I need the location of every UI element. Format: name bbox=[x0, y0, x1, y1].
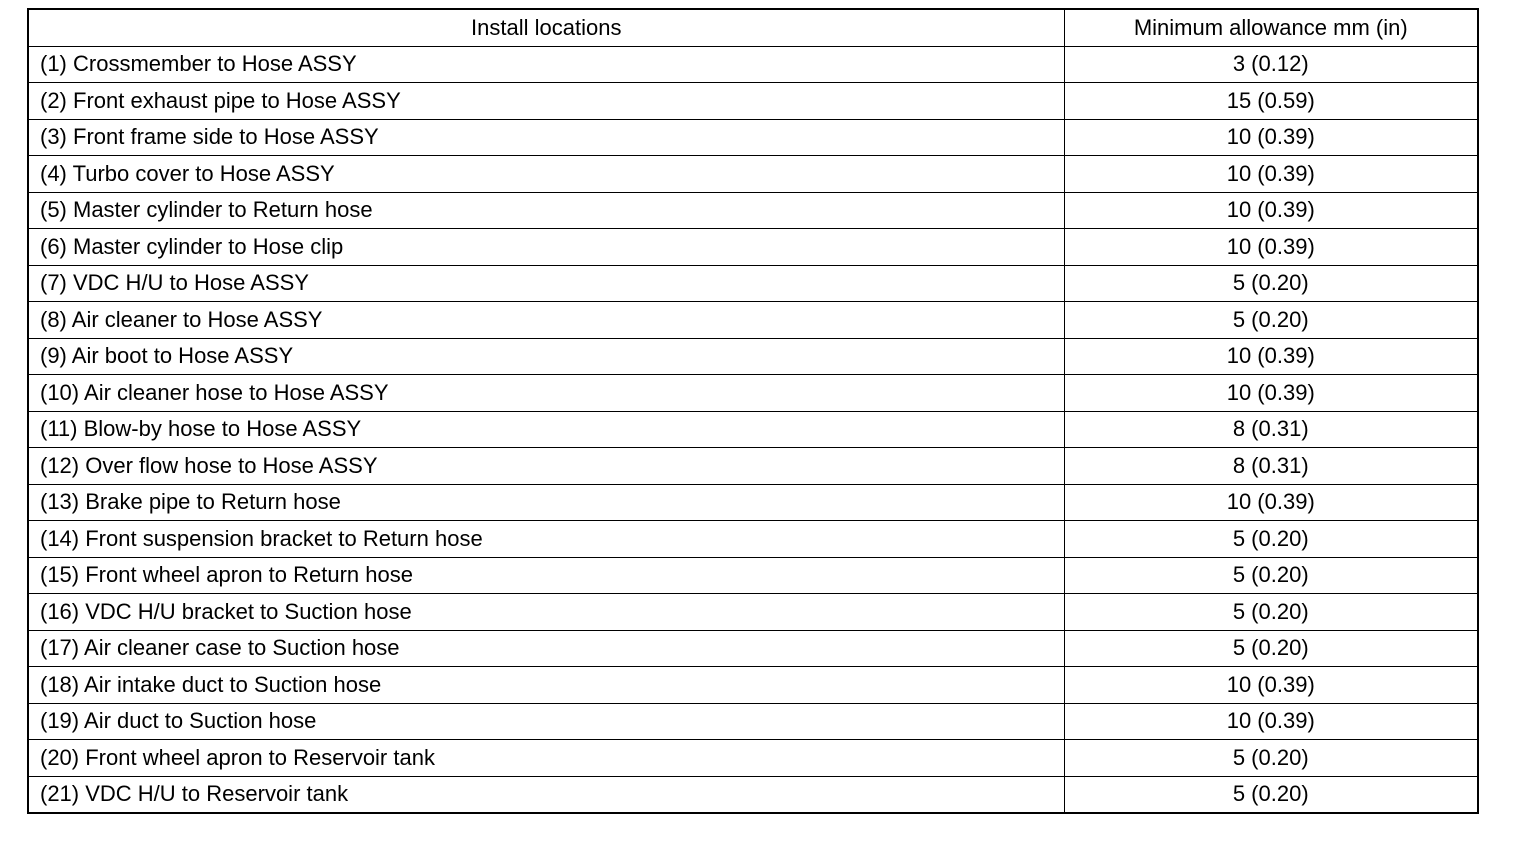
install-location-cell: (19) Air duct to Suction hose bbox=[28, 703, 1064, 740]
table-row bbox=[28, 302, 1478, 339]
table-row bbox=[28, 265, 1478, 302]
table-row bbox=[28, 46, 1478, 83]
install-location-cell: (1) Crossmember to Hose ASSY bbox=[28, 46, 1064, 83]
minimum-allowance-cell: 3 (0.12) bbox=[1064, 46, 1478, 83]
minimum-allowance-cell: 10 (0.39) bbox=[1064, 229, 1478, 266]
minimum-allowance-cell: 8 (0.31) bbox=[1064, 448, 1478, 485]
minimum-allowance-cell: 10 (0.39) bbox=[1064, 667, 1478, 704]
install-location-cell: (7) VDC H/U to Hose ASSY bbox=[28, 265, 1064, 302]
install-location-cell: (4) Turbo cover to Hose ASSY bbox=[28, 156, 1064, 193]
table-row bbox=[28, 521, 1478, 558]
install-location-cell: (9) Air boot to Hose ASSY bbox=[28, 338, 1064, 375]
table-row bbox=[28, 703, 1478, 740]
minimum-allowance-cell: 10 (0.39) bbox=[1064, 338, 1478, 375]
table-row bbox=[28, 484, 1478, 521]
header-minimum-allowance: Minimum allowance mm (in) bbox=[1064, 9, 1478, 46]
install-location-cell: (18) Air intake duct to Suction hose bbox=[28, 667, 1064, 704]
table-row bbox=[28, 156, 1478, 193]
table-row bbox=[28, 448, 1478, 485]
install-location-cell: (2) Front exhaust pipe to Hose ASSY bbox=[28, 83, 1064, 120]
minimum-allowance-cell: 5 (0.20) bbox=[1064, 265, 1478, 302]
table-row bbox=[28, 594, 1478, 631]
install-location-cell: (16) VDC H/U bracket to Suction hose bbox=[28, 594, 1064, 631]
table-row bbox=[28, 630, 1478, 667]
install-location-cell: (15) Front wheel apron to Return hose bbox=[28, 557, 1064, 594]
install-location-cell: (21) VDC H/U to Reservoir tank bbox=[28, 776, 1064, 813]
table-row bbox=[28, 740, 1478, 777]
install-location-cell: (17) Air cleaner case to Suction hose bbox=[28, 630, 1064, 667]
table-row bbox=[28, 557, 1478, 594]
table-header-row bbox=[28, 9, 1478, 46]
table-row bbox=[28, 375, 1478, 412]
table-row bbox=[28, 338, 1478, 375]
install-location-cell: (6) Master cylinder to Hose clip bbox=[28, 229, 1064, 266]
install-location-cell: (20) Front wheel apron to Reservoir tank bbox=[28, 740, 1064, 777]
install-location-cell: (13) Brake pipe to Return hose bbox=[28, 484, 1064, 521]
table-row bbox=[28, 119, 1478, 156]
minimum-allowance-cell: 5 (0.20) bbox=[1064, 776, 1478, 813]
table-row bbox=[28, 83, 1478, 120]
minimum-allowance-cell: 10 (0.39) bbox=[1064, 703, 1478, 740]
minimum-allowance-cell: 5 (0.20) bbox=[1064, 594, 1478, 631]
install-location-cell: (14) Front suspension bracket to Return hose bbox=[28, 521, 1064, 558]
table-row bbox=[28, 776, 1478, 813]
table-row bbox=[28, 192, 1478, 229]
minimum-allowance-cell: 5 (0.20) bbox=[1064, 302, 1478, 339]
minimum-allowance-cell: 10 (0.39) bbox=[1064, 119, 1478, 156]
minimum-allowance-cell: 10 (0.39) bbox=[1064, 484, 1478, 521]
install-location-cell: (10) Air cleaner hose to Hose ASSY bbox=[28, 375, 1064, 412]
install-location-cell: (3) Front frame side to Hose ASSY bbox=[28, 119, 1064, 156]
minimum-allowance-cell: 5 (0.20) bbox=[1064, 521, 1478, 558]
header-install-locations: Install locations bbox=[28, 9, 1064, 46]
minimum-allowance-cell: 5 (0.20) bbox=[1064, 630, 1478, 667]
minimum-allowance-cell: 10 (0.39) bbox=[1064, 375, 1478, 412]
install-location-cell: (5) Master cylinder to Return hose bbox=[28, 192, 1064, 229]
minimum-allowance-cell: 15 (0.59) bbox=[1064, 83, 1478, 120]
minimum-allowance-cell: 5 (0.20) bbox=[1064, 740, 1478, 777]
install-location-cell: (11) Blow-by hose to Hose ASSY bbox=[28, 411, 1064, 448]
table-row bbox=[28, 667, 1478, 704]
install-location-cell: (12) Over flow hose to Hose ASSY bbox=[28, 448, 1064, 485]
table-row bbox=[28, 411, 1478, 448]
minimum-allowance-cell: 5 (0.20) bbox=[1064, 557, 1478, 594]
table-row bbox=[28, 229, 1478, 266]
install-location-cell: (8) Air cleaner to Hose ASSY bbox=[28, 302, 1064, 339]
install-allowance-table bbox=[27, 8, 1479, 814]
minimum-allowance-cell: 10 (0.39) bbox=[1064, 156, 1478, 193]
minimum-allowance-cell: 10 (0.39) bbox=[1064, 192, 1478, 229]
minimum-allowance-cell: 8 (0.31) bbox=[1064, 411, 1478, 448]
